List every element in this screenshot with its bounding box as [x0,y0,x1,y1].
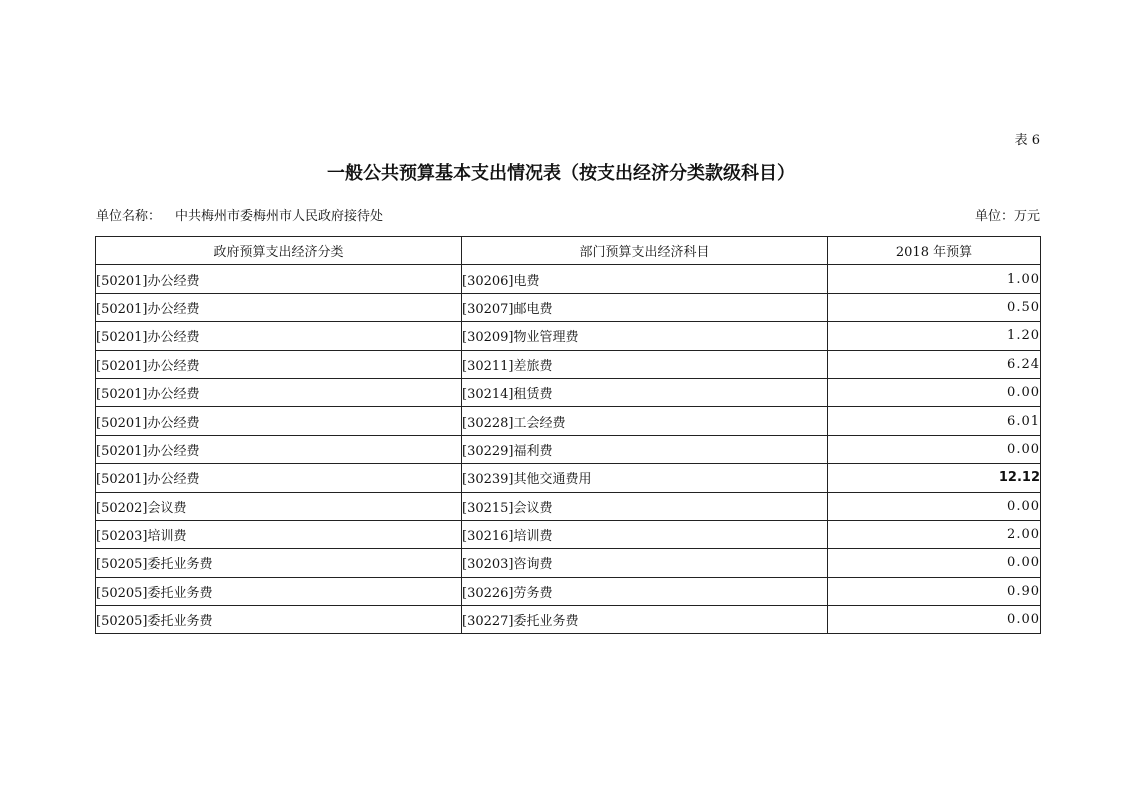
amount-cell: 6.01 [828,407,1041,435]
gov-category-cell: [50201]办公经费 [96,265,462,293]
dept-item-cell: [30216]培训费 [462,520,828,548]
dept-item-cell: [30239]其他交通费用 [462,464,828,492]
amount-cell: 0.00 [828,549,1041,577]
gov-category-cell: [50205]委托业务费 [96,577,462,605]
header-gov-category: 政府预算支出经济分类 [96,237,462,265]
currency-unit: 单位：万元 [974,209,1040,224]
amount-cell: 0.90 [828,577,1041,605]
table-row [96,492,1041,520]
table-row [96,265,1041,293]
amount-cell: 0.00 [828,435,1041,463]
table-row [96,549,1041,577]
amount-cell: 12.12 [828,464,1041,492]
gov-category-cell: [50203]培训费 [96,520,462,548]
amount-cell: 1.00 [828,265,1041,293]
gov-category-cell: [50201]办公经费 [96,435,462,463]
dept-item-cell: [30226]劳务费 [462,577,828,605]
dept-item-cell: [30228]工会经费 [462,407,828,435]
dept-item-cell: [30206]电费 [462,265,828,293]
dept-item-cell: [30214]租赁费 [462,378,828,406]
unit-name-label: 单位名称： [96,209,162,224]
unit-name-value: 中共梅州市委梅州市人民政府接待处 [175,209,384,224]
gov-category-cell: [50201]办公经费 [96,322,462,350]
page-title: 一般公共预算基本支出情况表（按支出经济分类款级科目） [327,163,795,184]
table-row [96,577,1041,605]
gov-category-cell: [50205]委托业务费 [96,606,462,634]
unit-name-block [96,205,383,224]
header-budget-2018: 2018 年预算 [828,237,1041,265]
amount-cell: 6.24 [828,350,1041,378]
gov-category-cell: [50205]委托业务费 [96,549,462,577]
gov-category-cell: [50201]办公经费 [96,293,462,321]
table-number: 表 6 [1014,133,1040,148]
dept-item-cell: [30207]邮电费 [462,293,828,321]
table-body [96,265,1041,634]
gov-category-cell: [50201]办公经费 [96,464,462,492]
gov-category-cell: [50202]会议费 [96,492,462,520]
dept-item-cell: [30211]差旅费 [462,350,828,378]
amount-cell: 1.20 [828,322,1041,350]
table-row [96,350,1041,378]
table-row [96,464,1041,492]
budget-table [95,236,1041,634]
table-header-row [96,237,1041,265]
dept-item-cell: [30209]物业管理费 [462,322,828,350]
table-row [96,293,1041,321]
amount-cell: 0.00 [828,378,1041,406]
gov-category-cell: [50201]办公经费 [96,378,462,406]
amount-cell: 2.00 [828,520,1041,548]
dept-item-cell: [30203]咨询费 [462,549,828,577]
table-row [96,606,1041,634]
table-row [96,520,1041,548]
table-row [96,407,1041,435]
dept-item-cell: [30215]会议费 [462,492,828,520]
amount-cell: 0.00 [828,606,1041,634]
dept-item-cell: [30229]福利费 [462,435,828,463]
gov-category-cell: [50201]办公经费 [96,407,462,435]
dept-item-cell: [30227]委托业务费 [462,606,828,634]
amount-cell: 0.00 [828,492,1041,520]
table-row [96,378,1041,406]
header-dept-item: 部门预算支出经济科目 [462,237,828,265]
table-row [96,322,1041,350]
unit-info-row [96,205,1040,223]
gov-category-cell: [50201]办公经费 [96,350,462,378]
amount-cell: 0.50 [828,293,1041,321]
table-row [96,435,1041,463]
